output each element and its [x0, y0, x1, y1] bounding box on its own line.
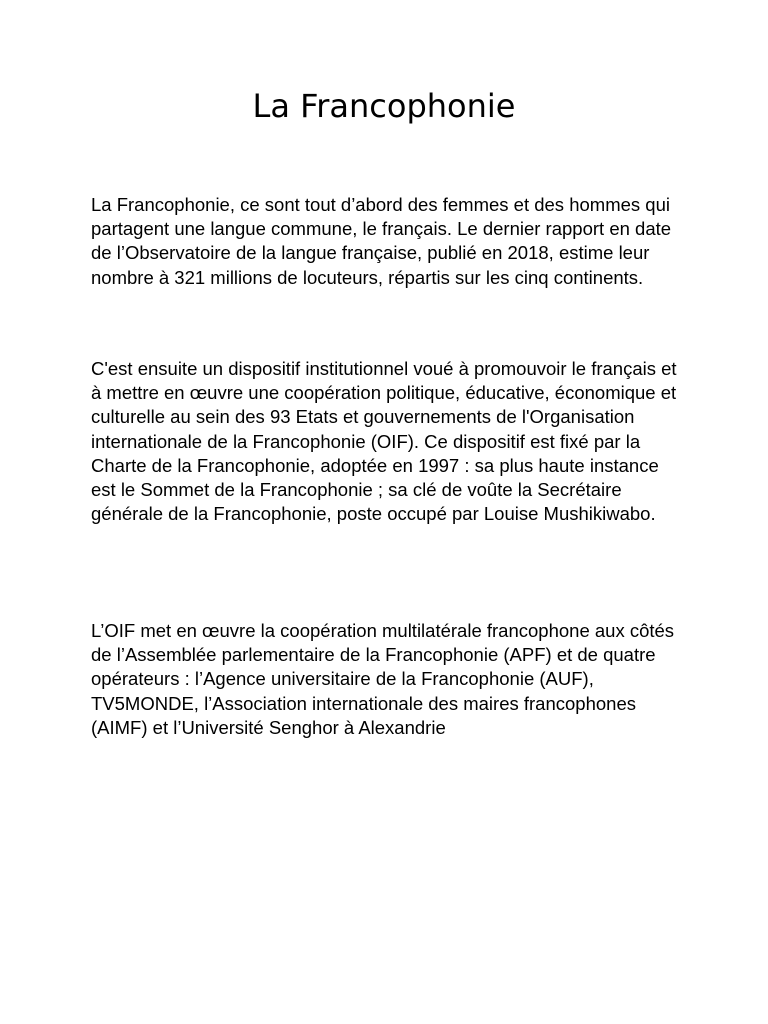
- paragraph-institution: C'est ensuite un dispositif institutionnel voué à promouvoir le français et à mettre en œuvre une coopération politique, éducative, économique et culturelle au sein des 93 Etats et gouvernements de l'Organisation internationale de la Francophonie (OIF). Ce dispositif est fixé par la Charte de la Francophonie, adoptée en 1997 : sa plus haute instance est le Sommet de la Francophonie ; sa clé de voûte la Secrétaire générale de la Francophonie, poste occupé par Louise Mushikiwabo.: [91, 358, 677, 525]
- paragraph-cooperation: L’OIF met en œuvre la coopération multilatérale francophone aux côtés de l’Assemblée parlementaire de la Francophonie (APF) et de quatre opérateurs : l’Agence universitaire de la Francophonie (AUF), TV5MONDE, l’Association internationale des maires francophones (AIMF) et l’Université Senghor à Alexandrie: [91, 620, 675, 738]
- page-title: La Francophonie: [252, 87, 516, 125]
- paragraph-intro: La Francophonie, ce sont tout d’abord des femmes et des hommes qui partagent une langue commune, le français. Le dernier rapport en date de l’Observatoire de la langue française, publié en 2018, estime leur nombre à 321 millions de locuteurs, répartis sur les cinq continents.: [91, 194, 672, 288]
